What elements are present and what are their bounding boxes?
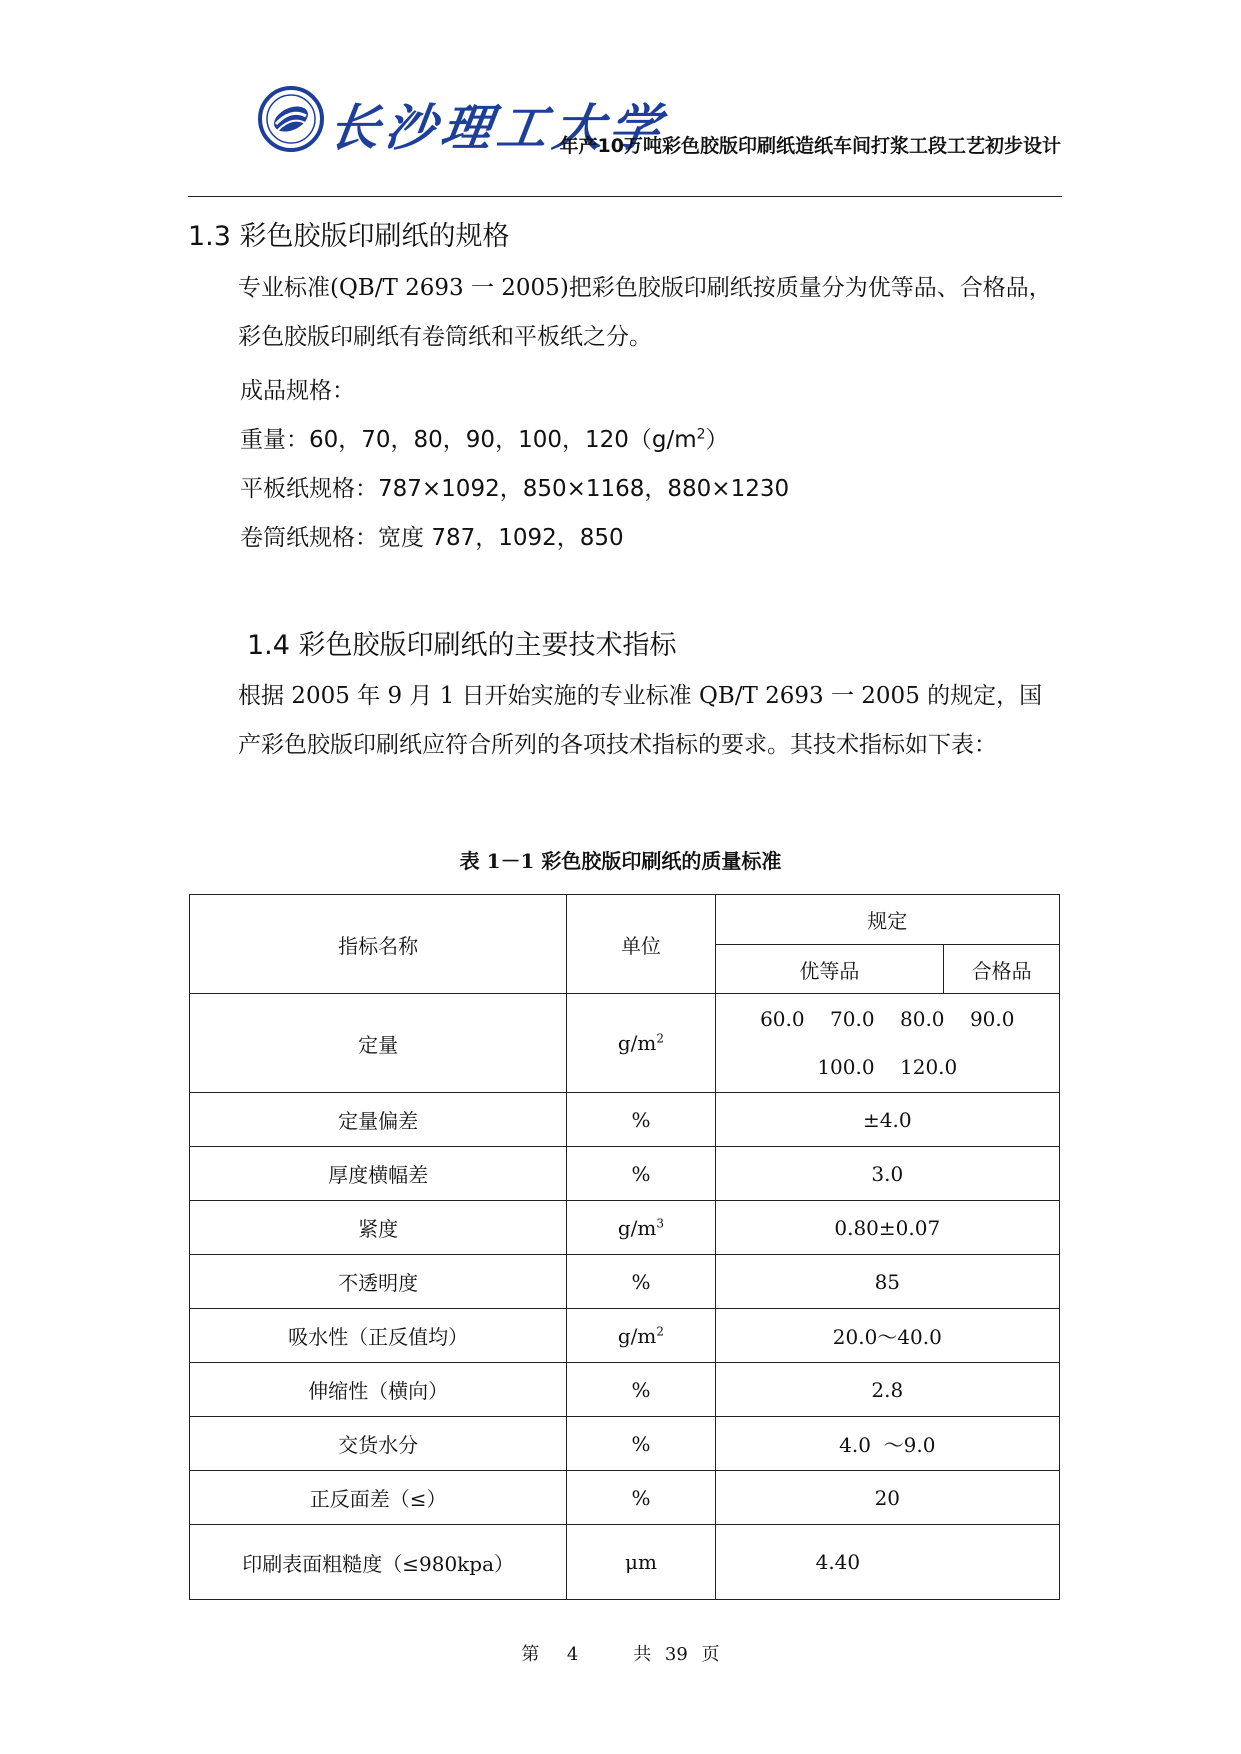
header-divider [188, 196, 1062, 197]
weight-value: 60，70，80，90，100，120（g/m [309, 427, 697, 453]
row-unit: % [567, 1471, 715, 1525]
value-line-2: 100.0 120.0 [817, 1055, 958, 1079]
section-1-3-paragraph [188, 264, 1064, 362]
section-1-4-paragraph [188, 672, 1064, 770]
row-value: 2.8 [715, 1363, 1059, 1417]
header-grade-a: 优等品 [715, 945, 944, 994]
row-unit: % [567, 1093, 715, 1147]
table-header-row [190, 895, 1060, 945]
roll-mid: 宽度 [378, 525, 432, 551]
row-name: 交货水分 [190, 1417, 567, 1471]
row-name: 紧度 [190, 1201, 567, 1255]
row-unit: $g/m^2$ [567, 994, 715, 1093]
row-value [715, 994, 1059, 1093]
row-unit: $g/m^2$ [567, 1309, 715, 1363]
row-unit: % [567, 1255, 715, 1309]
sheet-label: 平板纸规格： [240, 476, 378, 502]
sheet-value: 787×1092，850×1168，880×1230 [378, 476, 790, 502]
row-value: ±4.0 [715, 1093, 1059, 1147]
row-value: 3.0 [715, 1147, 1059, 1201]
row-unit: μm [567, 1525, 715, 1600]
row-name: 正反面差（≤） [190, 1471, 567, 1525]
roll-label: 卷筒纸规格： [240, 525, 378, 551]
table-row [190, 1471, 1060, 1525]
row-name: 定量 [190, 994, 567, 1093]
weight-label: 重量： [240, 427, 309, 453]
table-row [190, 1147, 1060, 1201]
university-logo [258, 86, 324, 152]
row-value: 4.40 [715, 1525, 1059, 1600]
school-name: 长沙理工大学 [325, 98, 670, 157]
table-caption: 表 1－1 彩色胶版印刷纸的质量标准 [459, 849, 782, 873]
section-heading-1-3: 1.3 彩色胶版印刷纸的规格 [188, 221, 510, 252]
header-unit: 单位 [567, 895, 715, 994]
page-footer: 第 4 共 39 页 [521, 1644, 720, 1665]
row-unit: % [567, 1363, 715, 1417]
paragraph-text: 根据 2005 年 9 月 1 日开始实施的专业标准 QB/T 2693 一 2005 的规定，国产彩色胶版印刷纸应符合所列的各项技术指标的要求。其技术指标如下表： [238, 683, 1043, 758]
roll-line [240, 519, 624, 552]
row-value: 0.80±0.07 [715, 1201, 1059, 1255]
row-unit: % [567, 1147, 715, 1201]
paragraph-text: 专业标准(QB/T 2693 一 2005)把彩色胶版印刷纸按质量分为优等品、合格品，彩色胶版印刷纸有卷筒纸和平板纸之分。 [238, 275, 1052, 350]
row-value: 20 [715, 1471, 1059, 1525]
table-row [190, 1417, 1060, 1471]
row-name: 厚度横幅差 [190, 1147, 567, 1201]
table-row [190, 994, 1060, 1093]
weight-sup: 2 [696, 426, 706, 443]
row-name: 印刷表面粗糙度（≤980kpa） [190, 1525, 567, 1600]
table-row [190, 1363, 1060, 1417]
row-name: 不透明度 [190, 1255, 567, 1309]
row-name: 吸水性（正反值均） [190, 1309, 567, 1363]
row-name: 定量偏差 [190, 1093, 567, 1147]
row-unit: % [567, 1417, 715, 1471]
table-row [190, 1201, 1060, 1255]
quality-standard-table [189, 894, 1060, 1600]
row-unit: $g/m^3$ [567, 1201, 715, 1255]
header-title: 年产10万吨彩色胶版印刷纸造纸车间打浆工段工艺初步设计 [559, 135, 1061, 157]
weight-line [240, 421, 729, 454]
row-value: 85 [715, 1255, 1059, 1309]
row-name: 伸缩性（横向） [190, 1363, 567, 1417]
row-value: 20.0～40.0 [715, 1309, 1059, 1363]
header-spec: 规定 [715, 895, 1059, 945]
section-heading-1-4: 1.4 彩色胶版印刷纸的主要技术指标 [247, 630, 677, 661]
weight-close: ） [705, 427, 729, 453]
table-row [190, 1093, 1060, 1147]
table-row [190, 1525, 1060, 1600]
table-row [190, 1309, 1060, 1363]
table-row [190, 1255, 1060, 1309]
row-value: 4.0 ～9.0 [715, 1417, 1059, 1471]
header-grade-b: 合格品 [944, 945, 1060, 994]
roll-value: 787，1092，850 [431, 525, 624, 551]
value-line-1: 60.0 70.0 80.0 90.0 [760, 1007, 1015, 1031]
spec-label: 成品规格： [240, 378, 355, 404]
sheet-line [240, 470, 789, 503]
header-name: 指标名称 [190, 895, 567, 994]
